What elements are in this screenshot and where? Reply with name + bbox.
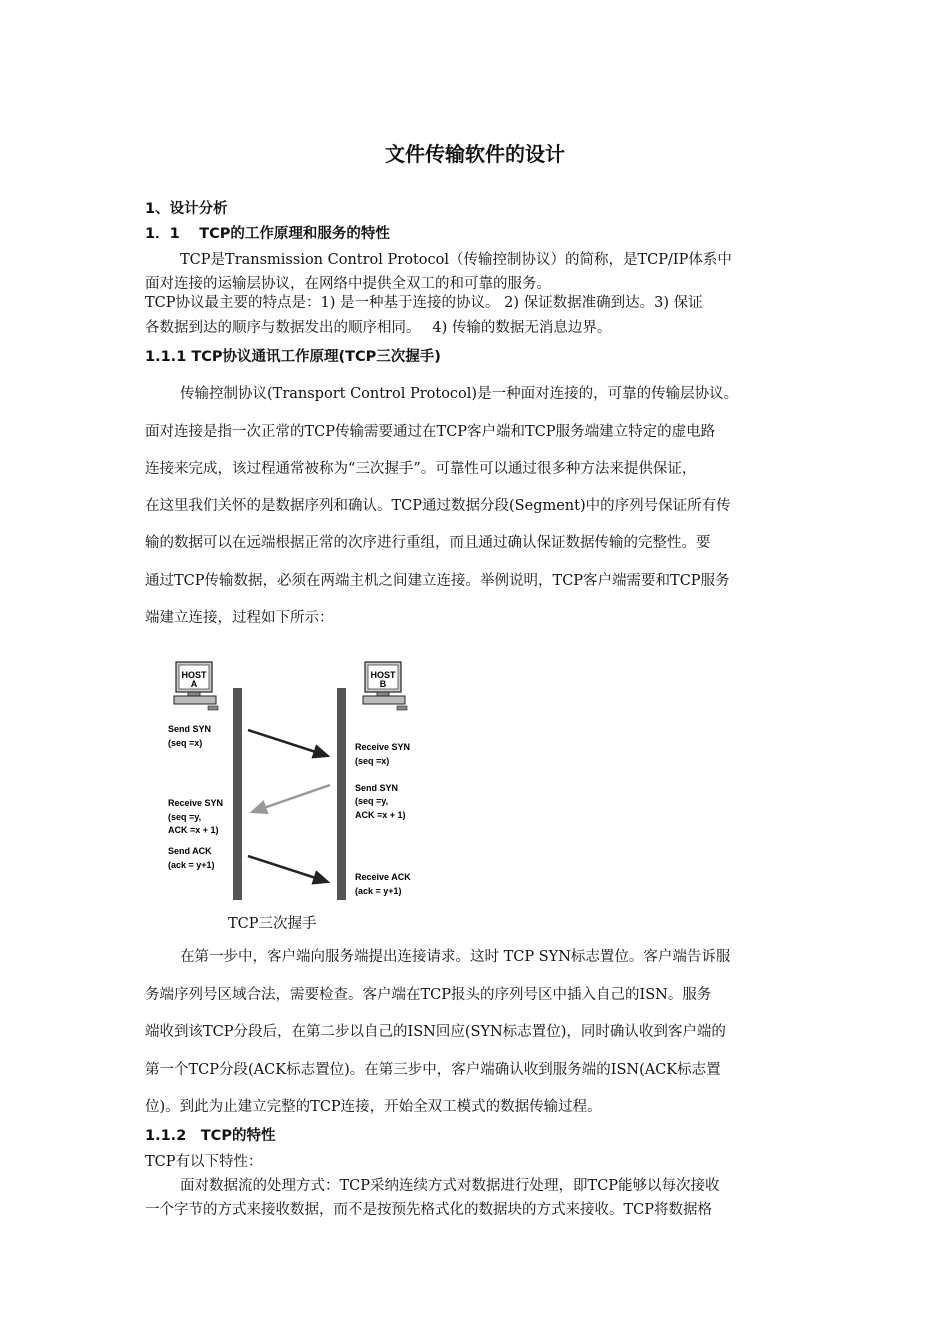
host-b-label: HOST — [370, 670, 396, 680]
tcp-handshake-diagram — [160, 652, 430, 907]
intro-line: TCP协议最主要的特点是：1) 是一种基于连接的协议。 2) 保证数据准确到达。3) 保证 — [145, 295, 703, 311]
body-line: 通过TCP传输数据，必须在两端主机之间建立连接。举例说明，TCP客户端需要和TCP服务 — [145, 573, 730, 589]
figure-caption: TCP三次握手 — [228, 916, 317, 932]
right-receive-ack-value: (ack = y+1) — [355, 886, 402, 896]
body-line: 位)。到此为止建立完整的TCP连接，开始全双工模式的数据传输过程。 — [145, 1099, 602, 1115]
right-send-syn-ack: ACK =x + 1) — [355, 810, 406, 820]
left-send-ack-value: (ack = y+1) — [168, 860, 215, 870]
section-heading-1-1-1: 1.1.1 TCP协议通讯工作原理(TCP三次握手) — [145, 349, 441, 365]
syn-ack-arrow — [252, 785, 330, 812]
body-line: TCP有以下特性： — [145, 1154, 263, 1170]
intro-line: 面对连接的运输层协议，在网络中提供全双工的和可靠的服务。 — [145, 276, 551, 292]
right-send-syn: Send SYN — [355, 783, 399, 793]
section-heading-1-1-2: 1.1.2 TCP的特性 — [145, 1128, 276, 1144]
body-line: 面对连接是指一次正常的TCP传输需要通过在TCP客户端和TCP服务端建立特定的虚电路 — [145, 424, 716, 440]
body-line: 一个字节的方式来接收数据，而不是按预先格式化的数据块的方式来接收。TCP将数据格 — [145, 1202, 713, 1218]
host-a-label: HOST — [181, 670, 207, 680]
host-a-timeline — [233, 688, 242, 900]
host-a-letter: A — [190, 679, 198, 689]
right-receive-syn: Receive SYN — [355, 742, 411, 752]
left-send-ack: Send ACK — [168, 846, 212, 856]
body-line: 连接来完成，该过程通常被称为“三次握手”。可靠性可以通过很多种方法来提供保证， — [145, 461, 697, 477]
right-receive-syn-seq: (seq =x) — [355, 756, 390, 766]
right-send-syn-seq: (seq =y, — [355, 796, 389, 806]
host-b-computer-icon — [363, 662, 407, 710]
body-line: 面对数据流的处理方式：TCP采纳连续方式对数据进行处理，即TCP能够以每次接收 — [180, 1178, 720, 1194]
left-receive-syn-seq: (seq =y, — [168, 812, 202, 822]
section-heading-1: 1、设计分析 — [145, 201, 228, 217]
body-line: 传输控制协议(Transport Control Protocol)是一种面对连接的，可靠的传输层协议。 — [180, 386, 739, 402]
body-line: 端建立连接，过程如下所示： — [145, 610, 334, 626]
body-line: 在这里我们关怀的是数据序列和确认。TCP通过数据分段(Segment)中的序列号保证所有传 — [145, 498, 731, 514]
intro-line: TCP是Transmission Control Protocol（传输控制协议）的简称，是TCP/IP体系中 — [180, 252, 732, 268]
left-send-syn-seq: (seq =x) — [168, 738, 203, 748]
right-receive-ack: Receive ACK — [355, 872, 411, 882]
host-b-timeline — [337, 688, 346, 900]
host-b-letter: B — [379, 679, 387, 689]
left-receive-syn: Receive SYN — [168, 798, 224, 808]
left-receive-syn-ack: ACK =x + 1) — [168, 825, 219, 835]
section-heading-1-1: 1．1 TCP的工作原理和服务的特性 — [145, 226, 390, 242]
body-line: 第一个TCP分段(ACK标志置位)。在第三步中，客户端确认收到服务端的ISN(ACK标志置 — [145, 1062, 721, 1078]
body-line: 输的数据可以在远端根据正常的次序进行重组，而且通过确认保证数据传输的完整性。要 — [145, 535, 711, 551]
body-line: 在第一步中，客户端向服务端提出连接请求。这时 TCP SYN标志置位。客户端告诉服 — [180, 949, 731, 965]
body-line: 务端序列号区域合法，需要检查。客户端在TCP报头的序列号区中插入自己的ISN。服务 — [145, 987, 712, 1003]
left-send-syn: Send SYN — [168, 724, 212, 734]
body-line: 端收到该TCP分段后，在第二步以自己的ISN回应(SYN标志置位)，同时确认收到客户端的 — [145, 1024, 726, 1040]
document-title: 文件传输软件的设计 — [385, 142, 565, 166]
host-a-computer-icon — [174, 662, 218, 710]
syn-arrow — [248, 730, 328, 756]
intro-line: 各数据到达的顺序与数据发出的顺序相同。 4) 传输的数据无消息边界。 — [145, 320, 612, 336]
ack-arrow — [248, 856, 328, 882]
